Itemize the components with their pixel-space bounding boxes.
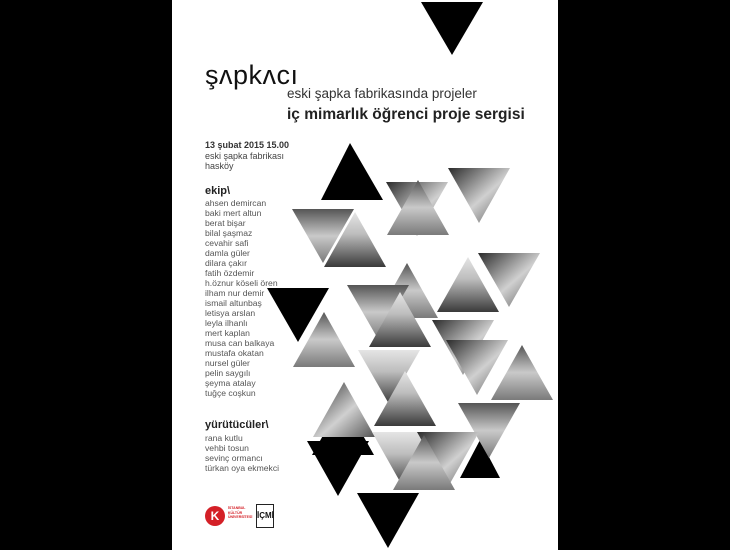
team-member: nursel güler: [205, 358, 250, 368]
team-member: letisya arslan: [205, 308, 256, 318]
supervisor: vehbi tosun: [205, 443, 249, 453]
university-name: İSTANBUL KÜLTÜR ÜNİVERSİTESİ: [228, 506, 253, 519]
team-member: h.öznur köseli ören: [205, 278, 278, 288]
team-member: leyla ilhanlı: [205, 318, 248, 328]
exhibition-title: iç mimarlık öğrenci proje sergisi: [287, 106, 525, 123]
team-member: dilara çakır: [205, 258, 248, 268]
brand-title: şʌpkʌcı: [205, 60, 299, 90]
venue-line: hasköy: [205, 161, 234, 171]
black-triangle: [307, 441, 369, 496]
team-member: tuğçe coşkun: [205, 388, 256, 398]
black-triangle: [321, 143, 383, 200]
event-date-time: 13 şubat 2015 15.00: [205, 140, 290, 150]
team-member: cevahir safi: [205, 238, 249, 248]
team-member: ismail altunbaş: [205, 298, 262, 308]
team-heading: ekip\: [205, 185, 231, 197]
photo-triangle: [313, 382, 375, 437]
team-member: ilham nur demir: [205, 288, 265, 298]
black-triangle: [421, 2, 483, 55]
department-logo: İÇMİ: [256, 504, 274, 528]
supervisor: türkan oya ekmekci: [205, 463, 280, 473]
university-logo: K: [205, 506, 225, 526]
supervisors-heading: yürütücüler\: [205, 419, 269, 431]
team-member: mustafa okatan: [205, 348, 264, 358]
subtitle: eski şapka fabrikasında projeler: [287, 86, 477, 101]
team-member: pelin saygılı: [205, 368, 251, 378]
team-member: musa can balkaya: [205, 338, 275, 348]
team-member: mert kaplan: [205, 328, 250, 338]
team-member: baki mert altun: [205, 208, 262, 218]
black-triangle: [357, 493, 419, 548]
team-member: berat bişar: [205, 218, 246, 228]
team-member: şeyma atalay: [205, 378, 256, 388]
supervisor: rana kutlu: [205, 433, 243, 443]
supervisor: sevinç ormancı: [205, 453, 263, 463]
venue-line: eski şapka fabrikası: [205, 151, 285, 161]
photo-triangle: [448, 168, 510, 223]
team-member: ahsen demircan: [205, 198, 267, 208]
team-member: fatih özdemir: [205, 268, 255, 278]
team-member: bilal şaşmaz: [205, 228, 253, 238]
team-member: damla güler: [205, 248, 250, 258]
poster: [172, 0, 558, 550]
